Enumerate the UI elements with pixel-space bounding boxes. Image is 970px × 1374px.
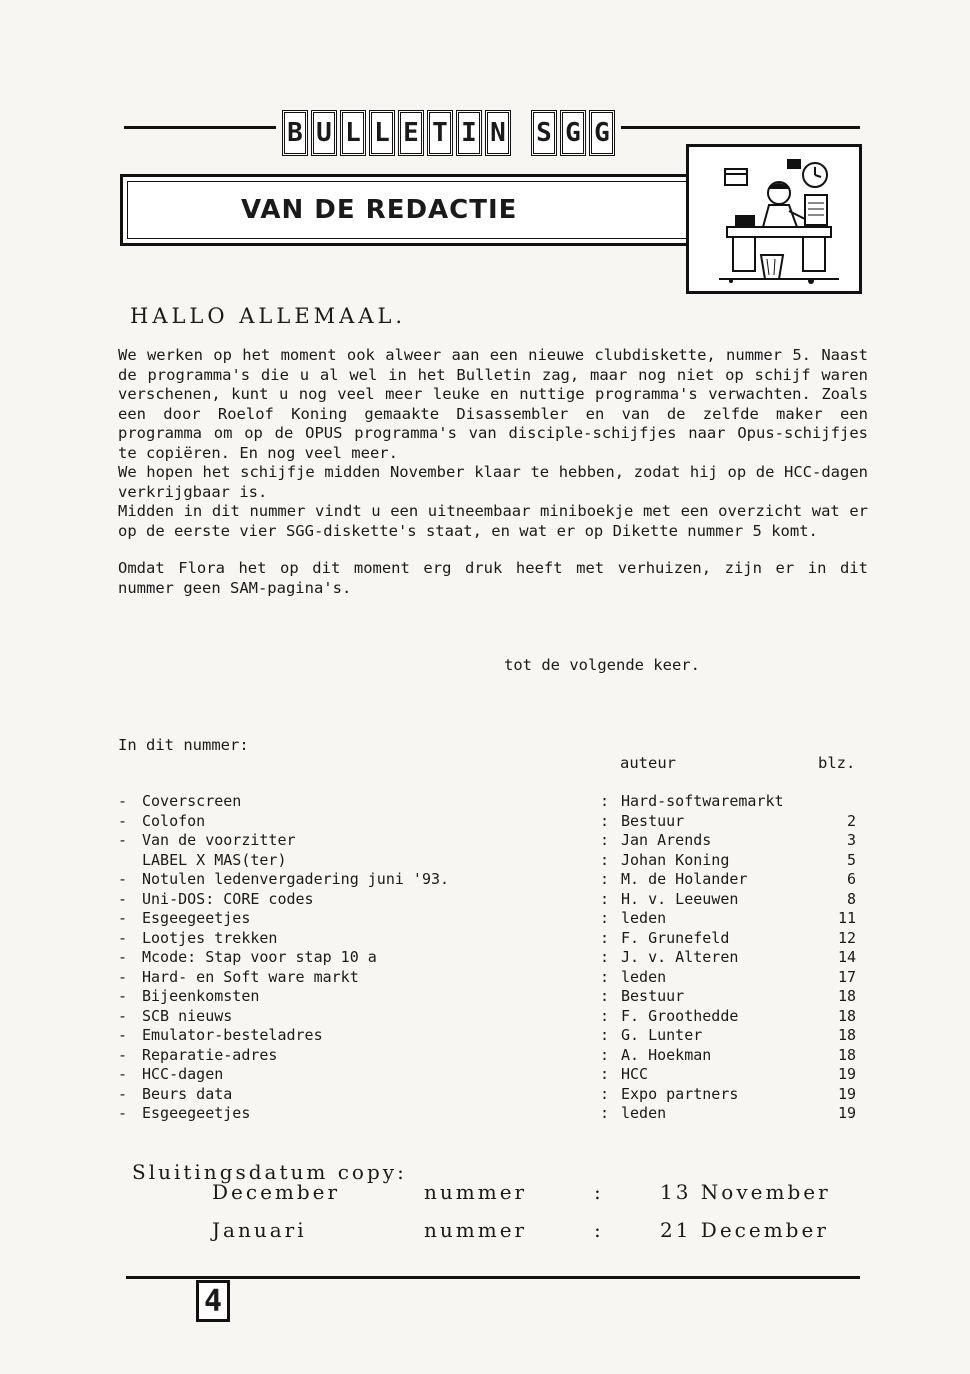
- contents-row-title: Uni-DOS: CORE codes: [142, 889, 314, 908]
- contents-row: [118, 831, 864, 851]
- office-worker-desk-icon: [719, 151, 839, 289]
- contents-row-dash: -: [118, 870, 128, 888]
- logo-letter: S: [531, 110, 557, 156]
- contents-row-colon: :: [600, 967, 610, 986]
- contents-row: [118, 909, 864, 929]
- intro-paragraph: Midden in dit nummer vindt u een uitneembaar miniboekje met een overzicht wat er op de eerste vier SGG-diskette's staat, en wat er op Dikette nummer 5 komt.: [118, 502, 868, 540]
- contents-row-title: Lootjes trekken: [142, 928, 278, 947]
- contents-row-page: 19: [837, 1065, 856, 1083]
- contents-row-author: J. v. Alteren: [621, 948, 739, 966]
- section-title: VAN DE REDACTIE: [241, 195, 518, 225]
- contents-row-colon: :: [600, 1006, 610, 1025]
- contents-row: [118, 1026, 864, 1046]
- contents-row-author: Bestuur: [621, 811, 685, 830]
- contents-row-page: 19: [837, 1084, 856, 1103]
- contents-row-dash: -: [118, 831, 128, 849]
- contents-row: [118, 1007, 864, 1027]
- contents-row-title: LABEL X MAS(ter): [142, 850, 287, 869]
- contents-row-dash: -: [118, 889, 128, 908]
- contents-row-colon: :: [600, 889, 610, 908]
- contents-row-colon: :: [600, 909, 610, 927]
- contents-row: [118, 987, 864, 1007]
- logo-letter: G: [589, 110, 615, 156]
- contents-row-dash: -: [118, 967, 128, 986]
- contents-row: [118, 1065, 864, 1085]
- contents-row-colon: :: [600, 850, 610, 869]
- contents-row-page: 18: [837, 1006, 856, 1025]
- contents-row-author: leden: [621, 967, 667, 986]
- contents-row-dash: -: [118, 792, 128, 810]
- contents-row-colon: :: [600, 792, 610, 810]
- contents-row-title: SCB nieuws: [142, 1006, 233, 1025]
- deadline-word: nummer: [424, 1180, 528, 1204]
- logo-letter: N: [485, 110, 511, 156]
- contents-row-author: HCC: [621, 1065, 649, 1083]
- contents-row: [118, 968, 864, 988]
- contents-row-colon: :: [600, 1045, 610, 1064]
- contents-row: [118, 1104, 864, 1124]
- contents-row-author: leden: [621, 909, 667, 927]
- contents-row-page: 8: [846, 889, 856, 908]
- contents-author-header: auteur: [620, 754, 676, 772]
- contents-row: [118, 1046, 864, 1066]
- contents-row-page: 12: [837, 928, 856, 947]
- intro-paragraph: Omdat Flora het op dit moment erg druk heeft met verhuizen, zijn er in dit nummer geen SAM-pagina's.: [118, 559, 868, 597]
- contents-row-dash: -: [118, 1006, 128, 1025]
- logo-letter: T: [427, 110, 453, 156]
- logo-letter: B: [282, 110, 308, 156]
- deadline-colon: :: [594, 1218, 604, 1242]
- contents-row-author: Hard-softwaremarkt: [621, 792, 784, 810]
- contents-row-dash: -: [118, 987, 128, 1005]
- contents-row-page: 11: [837, 909, 856, 927]
- logo-letter: U: [311, 110, 337, 156]
- contents-row-title: Colofon: [142, 811, 206, 830]
- contents-row-colon: :: [600, 1084, 610, 1103]
- contents-row-dash: -: [118, 909, 128, 927]
- contents-row-author: Johan Koning: [621, 850, 730, 869]
- contents-row-author: M. de Holander: [621, 870, 748, 888]
- contents-row-title: HCC-dagen: [142, 1065, 224, 1083]
- deadline-month: December: [212, 1180, 341, 1204]
- contents-row-title: Van de voorzitter: [142, 831, 296, 849]
- footer-rule: [126, 1276, 860, 1279]
- deadline-month: Januari: [212, 1218, 307, 1242]
- contents-row-author: F. Grunefeld: [621, 928, 730, 947]
- contents-row-page: 19: [837, 1104, 856, 1122]
- intro-paragraph: We hopen het schijfje midden November klaar te hebben, zodat hij op de HCC-dagen verkrijgbaar is.: [118, 463, 868, 501]
- contents-row-title: Notulen ledenvergadering juni '93.: [142, 870, 450, 888]
- greeting-heading: HALLO ALLEMAAL.: [130, 304, 407, 328]
- contents-row-colon: :: [600, 811, 610, 830]
- deadline-word: nummer: [424, 1218, 528, 1242]
- contents-row-title: Beurs data: [142, 1084, 233, 1103]
- contents-row-colon: :: [600, 1104, 610, 1122]
- contents-row-dash: -: [118, 1104, 128, 1122]
- contents-row-page: 18: [837, 1045, 856, 1064]
- contents-row-dash: -: [118, 1045, 128, 1064]
- contents-row-author: F. Groothedde: [621, 1006, 739, 1025]
- contents-row-page: 14: [837, 948, 856, 966]
- contents-row-author: Expo partners: [621, 1084, 739, 1103]
- contents-page-header: blz.: [818, 754, 856, 772]
- contents-row-title: Reparatie-adres: [142, 1045, 278, 1064]
- bulletin-sgg-logo: [276, 110, 621, 164]
- intro-text: [118, 346, 868, 598]
- logo-letter: L: [340, 110, 366, 156]
- contents-row: [118, 870, 864, 890]
- contents-row-page: 6: [846, 870, 856, 888]
- contents-row-title: Esgeegeetjes: [142, 1104, 251, 1122]
- contents-row-colon: :: [600, 1065, 610, 1083]
- contents-row: [118, 929, 864, 949]
- contents-row-colon: :: [600, 1026, 610, 1044]
- page-number: 4: [196, 1280, 230, 1322]
- contents-row-title: Hard- en Soft ware markt: [142, 967, 359, 986]
- contents-row-page: 5: [846, 850, 856, 869]
- contents-row-title: Esgeegeetjes: [142, 909, 251, 927]
- intro-paragraph: We werken op het moment ook alweer aan een nieuwe clubdiskette, nummer 5. Naast de programma's die u al wel in het Bulletin zag, maar nog niet op schijf waren verschenen, kunt u nog veel meer leuke en nuttige programma's verwachten. Zoals een door Roelof Koning gemaakte Disassembler en van de zelfde maker een programma om op de OPUS programma's van disciple-schijfjes naar Opus-schijfjes te copiëren. En nog veel meer.: [118, 346, 868, 462]
- contents-row-dash: -: [118, 1084, 128, 1103]
- contents-row: [118, 851, 864, 871]
- deadline-date: 13 November: [660, 1180, 831, 1204]
- contents-row-author: Jan Arends: [621, 831, 712, 849]
- contents-row-dash: -: [118, 1065, 128, 1083]
- deadline-colon: :: [594, 1180, 604, 1204]
- contents-row-page: 2: [846, 811, 856, 830]
- contents-row-author: H. v. Leeuwen: [621, 889, 739, 908]
- deadline-date: 21 December: [660, 1218, 829, 1242]
- contents-row-colon: :: [600, 831, 610, 849]
- contents-row-page: 18: [837, 987, 856, 1005]
- contents-row-dash: -: [118, 928, 128, 947]
- contents-row-colon: :: [600, 928, 610, 947]
- illustration-box: [686, 144, 862, 294]
- contents-row-title: Emulator-besteladres: [142, 1026, 323, 1044]
- contents-row-dash: -: [118, 1026, 128, 1044]
- contents-row: [118, 948, 864, 968]
- contents-row-author: A. Hoekman: [621, 1045, 712, 1064]
- deadline-title: Sluitingsdatum copy:: [132, 1160, 407, 1184]
- contents-row-colon: :: [600, 987, 610, 1005]
- contents-list: [118, 792, 864, 1124]
- logo-letter: L: [369, 110, 395, 156]
- section-title-box: [120, 174, 716, 246]
- contents-row: [118, 1085, 864, 1105]
- contents-row-colon: :: [600, 948, 610, 966]
- contents-row-title: Mcode: Stap voor stap 10 a: [142, 948, 377, 966]
- contents-row-author: G. Lunter: [621, 1026, 703, 1044]
- logo-letter: I: [456, 110, 482, 156]
- contents-row: [118, 890, 864, 910]
- contents-row-page: 18: [837, 1026, 856, 1044]
- contents-row-title: Coverscreen: [142, 792, 242, 810]
- contents-row-dash: -: [118, 948, 128, 966]
- contents-row-page: 3: [846, 831, 856, 849]
- contents-row: [118, 812, 864, 832]
- contents-row-author: leden: [621, 1104, 667, 1122]
- logo-letter: G: [560, 110, 586, 156]
- contents-row-page: 17: [837, 967, 856, 986]
- contents-row-title: Bijeenkomsten: [142, 987, 260, 1005]
- logo-letter: E: [398, 110, 424, 156]
- contents-row-colon: :: [600, 870, 610, 888]
- contents-row-author: Bestuur: [621, 987, 685, 1005]
- signoff: tot de volgende keer.: [504, 656, 700, 674]
- contents-label: In dit nummer:: [118, 736, 249, 754]
- contents-row-dash: -: [118, 811, 128, 830]
- contents-row: [118, 792, 864, 812]
